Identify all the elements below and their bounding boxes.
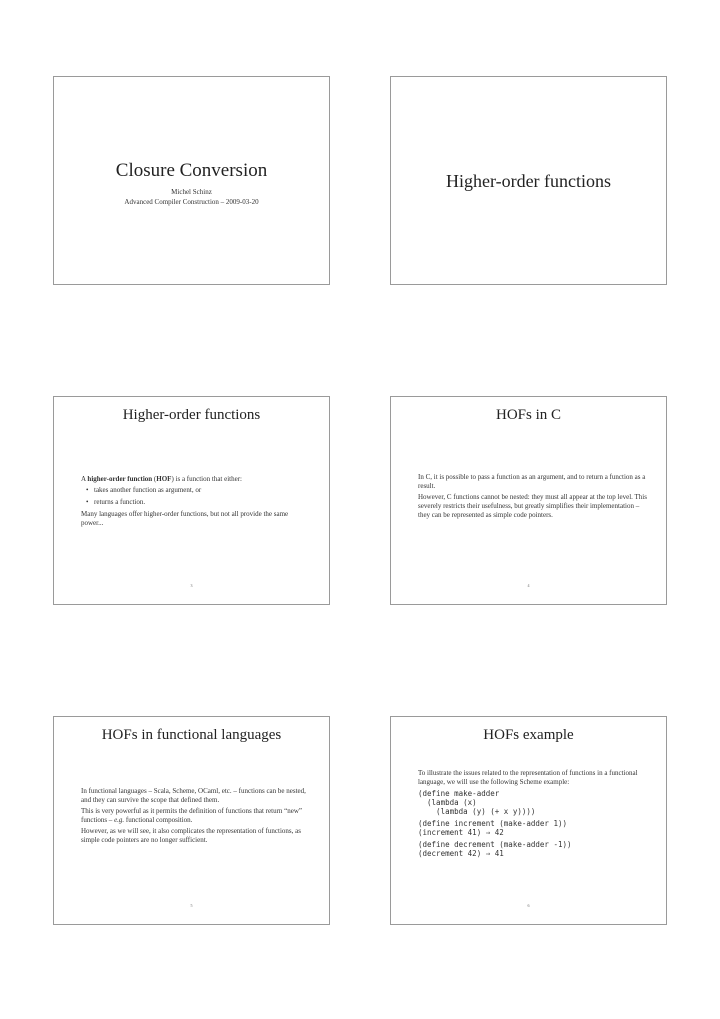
slide-heading: HOFs in C (495, 407, 562, 423)
slide-section (390, 76, 667, 285)
bullet-list (81, 486, 311, 507)
slide-title (53, 76, 330, 285)
slide-hof-definition (53, 396, 330, 605)
body-paragraph: However, as we will see, it also complicates the representation of functions, as simple code pointers are no longer sufficient. (81, 827, 301, 844)
slide-body (81, 475, 311, 530)
page-number: 3 (190, 583, 193, 588)
page-number: 4 (527, 583, 530, 588)
author-name: Michel Schinz (171, 188, 212, 196)
slide-body (81, 787, 311, 847)
slide-heading: Higher-order functions (122, 407, 261, 423)
emphasis: e.g. (114, 816, 125, 824)
body-paragraph: In C, it is possible to pass a function as an argument, and to return a function as a result. (418, 473, 646, 490)
slide-hofs-functional (53, 716, 330, 925)
slide-body (418, 473, 648, 522)
abbr-bold: HOF (156, 475, 172, 483)
section-title: Higher-order functions (445, 171, 612, 191)
code-block: (define increment (make-adder 1)) (increment 41) ⇒ 42 (418, 819, 568, 837)
course-line: Advanced Compiler Construction – 2009-03-20 (124, 198, 259, 206)
page-number: 6 (527, 903, 530, 908)
slide-heading: HOFs example (483, 727, 574, 743)
bullet-item: • returns a function. (81, 498, 311, 507)
code-block: (define decrement (make-adder -1)) (decrement 42) ⇒ 41 (418, 840, 572, 858)
slide-hofs-in-c (390, 396, 667, 605)
body-paragraph: In functional languages – Scala, Scheme, OCaml, etc. – functions can be nested, and they can survive the scope that defined them. (81, 787, 306, 804)
term-bold: higher-order function (87, 475, 153, 483)
bullet-item: • takes another function as argument, or (81, 486, 311, 495)
slide-title-heading: Closure Conversion (115, 160, 268, 181)
definition-paragraph: A higher-order function (HOF) is a function that either: (81, 475, 242, 483)
body-paragraph: Many languages offer higher-order functions, but not all provide the same power... (81, 510, 289, 527)
slide-heading: HOFs in functional languages (101, 727, 282, 743)
body-paragraph: To illustrate the issues related to the representation of functions in a functional language, we will use the following Scheme example: (418, 769, 638, 786)
slide-body (418, 769, 648, 861)
slide-hofs-example (390, 716, 667, 925)
page-number: 5 (190, 903, 193, 908)
body-paragraph: However, C functions cannot be nested: they must all appear at the top level. This severely restricts their usefulness, but greatly simplifies their implementation – they can be represented as simple code pointers. (418, 493, 647, 519)
code-block: (define make-adder (lambda (x) (lambda (y) (+ x y)))) (418, 789, 536, 816)
body-paragraph: This is very powerful as it permits the definition of functions that return “new” functions – e.g. functional composition. (81, 807, 303, 824)
